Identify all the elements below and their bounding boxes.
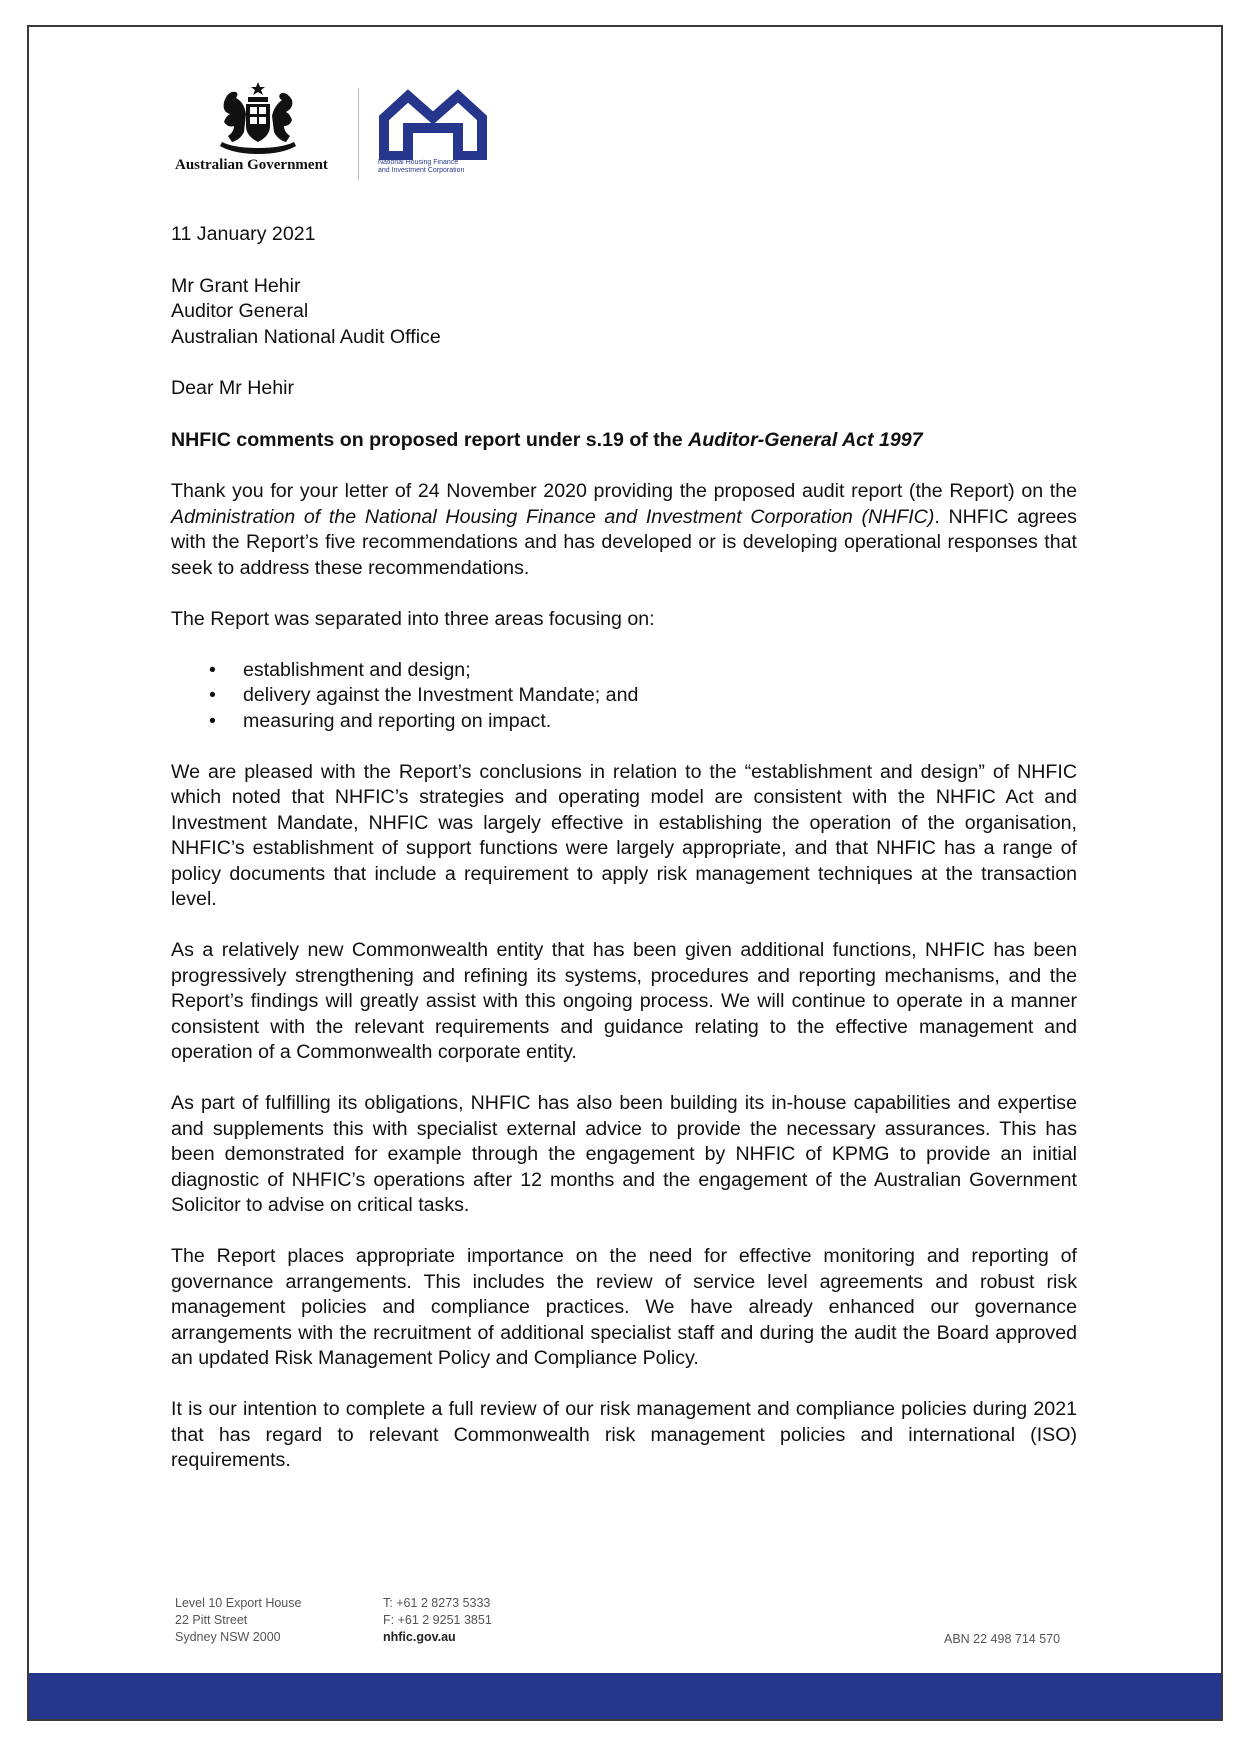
addressee-title: Auditor General [171,300,309,322]
bullet-icon: • [209,684,216,706]
footer-abn: ABN 22 498 714 570 [944,1632,1061,1646]
footer-website-link[interactable]: nhfic.gov.au [383,1630,456,1644]
subject-text: NHFIC comments on proposed report under s.19 of the [171,428,689,451]
report-title: Administration of the National Housing Finance and Investment Corporation (NHFIC) [171,505,935,528]
logo-divider [358,88,359,180]
list-item-text: delivery against the Investment Mandate; and [243,684,639,706]
paragraph-intro [171,479,1077,581]
footer-fax: F: +61 2 9251 3851 [383,1613,492,1627]
footer-contact [383,1595,492,1646]
paragraph-areas: The Report was separated into three areas focusing on: [171,607,655,630]
footer-address-line: Level 10 Export House [175,1596,302,1610]
paragraph-capabilities: As part of fulfilling its obligations, NHFIC has also been building its in-house capabilities and expertise and supplements this with specialist external advice to provide the necessary assurances. This has been demonstrated for example through the engagement by NHFIC of KPMG to provide an initial diagnostic of NHFIC’s operations after 12 months and the engagement of the Australian Government Solicitor to advise on critical tasks. [171,1092,1077,1216]
footer-address-line: 22 Pitt Street [175,1613,248,1627]
salutation: Dear Mr Hehir [171,377,295,399]
footer-phone: T: +61 2 8273 5333 [383,1596,491,1610]
list-item-text: establishment and design; [243,658,471,681]
coat-of-arms-logo [210,80,306,156]
footer-color-band [29,1673,1221,1719]
list-item [171,683,1077,709]
letter-body [171,222,1077,1499]
bullet-icon: • [209,709,216,732]
list-item-text: measuring and reporting on impact. [243,709,552,732]
nhfic-logo-text: National Housing Finance and Investment Corporation [378,159,465,174]
list-item [171,658,1077,684]
paragraph-conclusions: We are pleased with the Report’s conclusions in relation to the “establishment and design” of NHFIC which noted that NHFIC’s strategies and operating model are consistent with the NHFIC Act and Investment Mandate, NHFIC was largely effective in establishing the operation of the organisation, NHFIC’s establishment of support functions were largely appropriate, and that NHFIC has a range of policy documents that include a requirement to apply risk management techniques at the transaction level. [171,760,1077,910]
focus-areas-list [171,658,1077,735]
paragraph-strengthening: As a relatively new Commonwealth entity that has been given additional functions, NHFIC has been progressively strengthening and refining its systems, procedures and reporting mechanisms, and the Report’s findings will greatly assist with this ongoing process. We will continue to operate in a manner consistent with the relevant requirements and guidance relating to the effective management and operation of a Commonwealth corporate entity. [171,939,1077,1063]
addressee-name: Mr Grant Hehir [171,274,301,297]
paragraph-review: It is our intention to complete a full review of our risk management and compliance policies during 2021 that has regard to relevant Commonwealth risk management policies and international (ISO) requirements. [171,1398,1077,1471]
paragraph-intro-text: Thank you for your letter of 24 November 2020 providing the proposed audit report (the Report) on the [171,480,1077,502]
addressee-organisation: Australian National Audit Office [171,325,441,348]
footer-address-line: Sydney NSW 2000 [175,1630,281,1644]
subject-act-title: Auditor-General Act 1997 [688,428,923,451]
paragraph-governance: The Report places appropriate importance on the need for effective monitoring and reporting of governance arrangements. This includes the review of service level agreements and robust risk management policies and compliance practices. We have already enhanced our governance arrangements with the recruitment of additional specialist staff and during the audit the Board approved an updated Risk Management Policy and Compliance Policy. [171,1245,1077,1369]
nhfic-house-logo [378,86,488,160]
letter-date: 11 January 2021 [171,223,316,245]
subject-line [171,428,1077,454]
bullet-icon: • [209,658,216,681]
addressee-block [171,274,1077,351]
paragraph-intro-text-cont: . NHFIC agrees with the Report’s five recommendations and has developed or is developing operational responses that seek to address these recommendations. [171,505,1077,579]
list-item [171,709,1077,735]
government-name: Australian Government [175,157,328,173]
footer-address [175,1595,301,1646]
